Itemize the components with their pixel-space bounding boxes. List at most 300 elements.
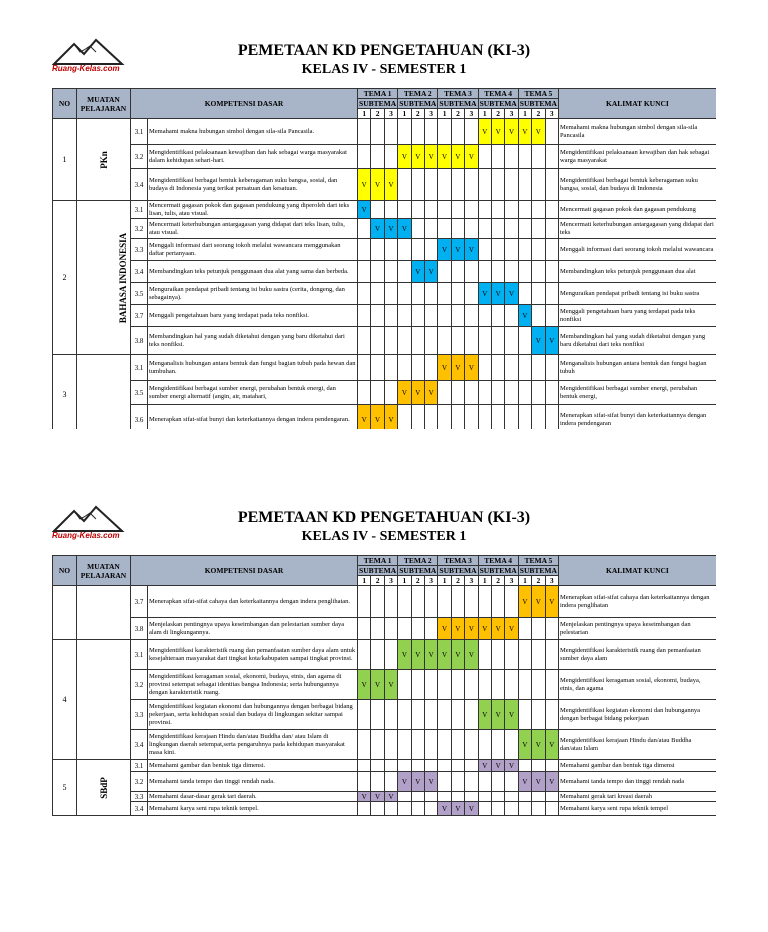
kd-description: Membandingkan hal yang sudah diketahui dengan yang baru diketahui dari teks nonfiksi. [148, 327, 358, 355]
mark-cell-checked: V [465, 618, 478, 640]
mark-cell [545, 239, 558, 261]
mark-cell [478, 201, 491, 219]
kd-number: 3.2 [131, 772, 148, 792]
mark-cell [398, 283, 411, 305]
mark-cell [384, 618, 397, 640]
mark-cell-checked: V [465, 355, 478, 381]
kalimat-kunci: Mengidentifikasi berbagai bentuk keberagaman suku bangsa, sosial, dan budaya di Indonesia [558, 169, 716, 201]
mark-cell [451, 327, 464, 355]
header-kalimat-kunci: KALIMAT KUNCI [558, 89, 716, 119]
mark-cell [545, 355, 558, 381]
header-subtema: SUBTEMA [479, 566, 517, 575]
kd-description: Mengidentifikasi pelaksanaan kewajiban dan hak sebagai warga masyarakat dalam kehidupan sehari-hari. [148, 145, 358, 169]
mark-cell-checked: V [491, 700, 504, 730]
kd-row [53, 219, 717, 239]
mark-cell [358, 586, 371, 618]
mark-cell-checked: V [451, 618, 464, 640]
mark-cell-checked: V [545, 327, 558, 355]
kd-description: Mengidentifikasi karakteristik ruang dan pemanfaatan sumber daya alam untuk kesejahteraan masyarakat dari tingkat kota/kabupaten sampai tingkat provinsi. [148, 640, 358, 670]
mark-cell [438, 283, 451, 305]
mark-cell [545, 405, 558, 430]
mark-cell-checked: V [518, 119, 531, 145]
kalimat-kunci: Mengidentifikasi keragaman sosial, ekonomi, budaya, etnis, dan agama [558, 670, 716, 700]
mark-cell [411, 700, 424, 730]
mark-cell [438, 670, 451, 700]
mark-cell-checked: V [532, 327, 545, 355]
subject-cell [77, 119, 131, 201]
mark-cell [545, 700, 558, 730]
mark-cell [545, 760, 558, 772]
mark-cell [451, 700, 464, 730]
mark-cell [478, 670, 491, 700]
header-tema-5: TEMA 5 [518, 556, 558, 566]
mark-cell [358, 381, 371, 405]
mark-cell [424, 119, 437, 145]
mark-cell-checked: V [491, 618, 504, 640]
header-muatan: MUATAN PELAJARAN [77, 556, 131, 586]
mark-cell-checked: V [505, 760, 518, 772]
header-subtema: SUBTEMA [439, 566, 477, 575]
mark-cell [358, 700, 371, 730]
header-subtema-num: 2 [411, 576, 424, 586]
mark-cell [398, 201, 411, 219]
mark-cell [465, 700, 478, 730]
mark-cell [411, 201, 424, 219]
mark-cell [465, 283, 478, 305]
kd-description: Mengidentifikasi keragaman sosial, ekonomi, budaya, etnis, dan agama di provinsi setempat sebagai identitas bangsa Indonesia; serta hubungannya dengan karakteristik ruang. [148, 670, 358, 700]
mark-cell [384, 119, 397, 145]
mark-cell-checked: V [384, 405, 397, 430]
mark-cell [384, 802, 397, 816]
mark-cell [438, 700, 451, 730]
mark-cell [398, 730, 411, 760]
mark-cell [518, 802, 531, 816]
kd-number: 3.4 [131, 802, 148, 816]
mark-cell [532, 283, 545, 305]
mark-cell [358, 219, 371, 239]
mark-cell [451, 169, 464, 201]
kd-description: Memahami dasar-dasar gerak tari daerah. [148, 792, 358, 802]
kd-row [53, 119, 717, 145]
mark-cell [532, 355, 545, 381]
subject-cell [77, 355, 131, 430]
mark-cell [438, 760, 451, 772]
mark-cell [545, 261, 558, 283]
mark-cell [384, 381, 397, 405]
mark-cell [358, 261, 371, 283]
mark-cell [398, 327, 411, 355]
kd-row [53, 792, 717, 802]
row-number: 1 [53, 119, 77, 201]
mark-cell-checked: V [411, 772, 424, 792]
mark-cell [505, 201, 518, 219]
kd-row [53, 772, 717, 792]
mark-cell [478, 405, 491, 430]
subject-label: SBdP [98, 776, 109, 799]
kalimat-kunci: Memahami karya seni rupa teknik tempel [558, 802, 716, 816]
kd-row [53, 802, 717, 816]
mark-cell [545, 640, 558, 670]
row-number: 2 [53, 201, 77, 355]
header-tema-3: TEMA 3 [438, 89, 478, 99]
mark-cell [545, 169, 558, 201]
kd-number: 3.8 [131, 327, 148, 355]
mark-cell-checked: V [532, 586, 545, 618]
page-2 [52, 505, 716, 865]
mark-cell-checked: V [451, 239, 464, 261]
kd-description: Mencermati keterhubungan antargagasan yang didapat dari teks lisan, tulis, atau visual. [148, 219, 358, 239]
header-tema-4: TEMA 4 [478, 89, 518, 99]
kalimat-kunci: Mencermati keterhubungan antargagasan yang didapat dari teks [558, 219, 716, 239]
mark-cell [411, 405, 424, 430]
header-subtema: SUBTEMA [399, 566, 437, 575]
header-subtema-num: 2 [491, 109, 504, 119]
subject-cell [77, 586, 131, 640]
mark-cell [545, 283, 558, 305]
mark-cell [478, 145, 491, 169]
header-kd: KOMPETENSI DASAR [131, 556, 358, 586]
header-subtema-num: 2 [411, 109, 424, 119]
mark-cell-checked: V [438, 145, 451, 169]
mark-cell [371, 305, 384, 327]
mark-cell [532, 792, 545, 802]
kd-row [53, 730, 717, 760]
mark-cell [438, 792, 451, 802]
kd-description: Membandingkan teks petunjuk penggunaan dua alat yang sama dan berbeda. [148, 261, 358, 283]
mark-cell [424, 670, 437, 700]
mark-cell [438, 201, 451, 219]
kalimat-kunci: Mengidentifikasi pelaksanaan kewajiban dan hak sebagai warga masyarakat [558, 145, 716, 169]
mark-cell [532, 381, 545, 405]
mark-cell [465, 201, 478, 219]
mark-cell [505, 792, 518, 802]
mark-cell [411, 169, 424, 201]
mark-cell [358, 640, 371, 670]
mark-cell-checked: V [451, 802, 464, 816]
mark-cell [505, 802, 518, 816]
mark-cell [398, 305, 411, 327]
kd-description: Menjelaskan pentingnya upaya keseimbangan dan pelestarian sumber daya alam di lingkungannya. [148, 618, 358, 640]
mark-cell-checked: V [465, 640, 478, 670]
mark-cell [465, 760, 478, 772]
mark-cell-checked: V [398, 640, 411, 670]
mark-cell [424, 201, 437, 219]
mark-cell [411, 327, 424, 355]
kd-description: Memahami gambar dan bentuk tiga dimensi. [148, 760, 358, 772]
table-clip-2 [52, 555, 716, 855]
kalimat-kunci: Menganalisis hubungan antara bentuk dan fungsi bagian tubuh [558, 355, 716, 381]
mark-cell [411, 355, 424, 381]
mark-cell [438, 327, 451, 355]
mark-cell [505, 670, 518, 700]
mark-cell [478, 355, 491, 381]
mark-cell [545, 201, 558, 219]
header-tema-4: TEMA 4 [478, 556, 518, 566]
subject-cell [77, 201, 131, 355]
kd-description: Menguraikan pendapat pribadi tentang isi buku sastra (cerita, dongeng, dan sebagainya). [148, 283, 358, 305]
header-subtema-num: 3 [505, 109, 518, 119]
kd-number: 3.7 [131, 586, 148, 618]
header-subtema-num: 2 [532, 576, 545, 586]
kd-row [53, 670, 717, 700]
mark-cell [491, 201, 504, 219]
header-kd: KOMPETENSI DASAR [131, 89, 358, 119]
header-tema-2: TEMA 2 [398, 556, 438, 566]
subject-cell [77, 640, 131, 760]
kalimat-kunci: Menjelaskan pentingnya upaya keseimbangan dan pelestarian [558, 618, 716, 640]
kalimat-kunci: Memahami gambar dan bentuk tiga dimensi [558, 760, 716, 772]
mark-cell-checked: V [438, 618, 451, 640]
kd-number: 3.1 [131, 355, 148, 381]
mark-cell [358, 239, 371, 261]
kd-row [53, 305, 717, 327]
mark-cell [505, 355, 518, 381]
mark-cell-checked: V [438, 239, 451, 261]
header-subtema-num: 1 [398, 109, 411, 119]
mark-cell [478, 327, 491, 355]
kd-description: Mengidentifikasi berbagai sumber energi, perubahan bentuk energi, dan sumber energi alternatif (angin, air, matahari, [148, 381, 358, 405]
mark-cell [411, 670, 424, 700]
mark-cell [545, 381, 558, 405]
mark-cell [478, 586, 491, 618]
mark-cell-checked: V [398, 219, 411, 239]
mark-cell [518, 405, 531, 430]
mark-cell [518, 640, 531, 670]
kd-number: 3.1 [131, 760, 148, 772]
mark-cell-checked: V [358, 201, 371, 219]
mark-cell [384, 700, 397, 730]
header-subtema-num: 2 [451, 576, 464, 586]
mark-cell [465, 381, 478, 405]
mark-cell-checked: V [398, 381, 411, 405]
header-subtema: SUBTEMA [519, 566, 557, 575]
mark-cell-checked: V [478, 618, 491, 640]
mark-cell [478, 169, 491, 201]
mark-cell [545, 305, 558, 327]
mark-cell [491, 802, 504, 816]
mark-cell [371, 239, 384, 261]
mark-cell [358, 305, 371, 327]
mark-cell [505, 219, 518, 239]
header-tema-3: TEMA 3 [438, 556, 478, 566]
mark-cell [518, 283, 531, 305]
mark-cell [518, 670, 531, 700]
mark-cell [478, 305, 491, 327]
mark-cell [424, 355, 437, 381]
mark-cell [411, 119, 424, 145]
mark-cell-checked: V [398, 145, 411, 169]
mark-cell [451, 772, 464, 792]
mark-cell [438, 305, 451, 327]
mark-cell [438, 381, 451, 405]
kd-row [53, 145, 717, 169]
mark-cell [465, 772, 478, 792]
mark-cell [451, 586, 464, 618]
mark-cell-checked: V [358, 792, 371, 802]
kalimat-kunci: Mengidentifikasi kegiatan ekonomi dan hubungannya dengan berbagai bidang pekerjaan [558, 700, 716, 730]
header-subtema-num: 1 [358, 109, 371, 119]
mark-cell [371, 145, 384, 169]
kd-table-page-1 [52, 88, 716, 429]
kd-description: Menggali pengetahuan baru yang terdapat pada teks nonfiksi. [148, 305, 358, 327]
kd-number: 3.1 [131, 119, 148, 145]
kd-row [53, 283, 717, 305]
mark-cell [384, 355, 397, 381]
mark-cell-checked: V [545, 586, 558, 618]
kd-number: 3.4 [131, 261, 148, 283]
mark-cell [371, 586, 384, 618]
mark-cell [411, 618, 424, 640]
mark-cell-checked: V [518, 772, 531, 792]
kd-description: Mengidentifikasi kegiatan ekonomi dan hubungannya dengan berbagai bidang pekerjaan, serta kehidupan sosial dan budaya di lingkungan sekitar sampai provinsi. [148, 700, 358, 730]
header-subtema-num: 2 [371, 576, 384, 586]
kd-row [53, 201, 717, 219]
mark-cell [424, 586, 437, 618]
mark-cell [465, 119, 478, 145]
mark-cell [438, 119, 451, 145]
page-title: PEMETAAN KD PENGETAHUAN (KI-3) [237, 42, 531, 59]
mark-cell [384, 239, 397, 261]
mark-cell [532, 405, 545, 430]
mark-cell [532, 145, 545, 169]
mark-cell [411, 792, 424, 802]
row-number: 3 [53, 355, 77, 430]
header-subtema-num: 1 [478, 109, 491, 119]
kd-number: 3.3 [131, 792, 148, 802]
mark-cell [491, 239, 504, 261]
header-subtema-num: 1 [438, 109, 451, 119]
kd-description: Memahami makna hubungan simbol dengan sila-sila Pancasila. [148, 119, 358, 145]
mark-cell [491, 305, 504, 327]
kd-description: Mencermati gagasan pokok dan gagasan pendukung yang diperoleh dari teks lisan, tulis, atau visual. [148, 201, 358, 219]
kd-row [53, 618, 717, 640]
mark-cell [532, 670, 545, 700]
mark-cell [358, 119, 371, 145]
mark-cell [518, 700, 531, 730]
mark-cell [518, 239, 531, 261]
mark-cell [505, 405, 518, 430]
kd-row [53, 239, 717, 261]
mark-cell [532, 760, 545, 772]
header-subtema-num: 3 [384, 576, 397, 586]
mark-cell-checked: V [491, 283, 504, 305]
kalimat-kunci: Memahami tanda tempo dan tinggi rendah nada [558, 772, 716, 792]
mark-cell [424, 219, 437, 239]
kd-number: 3.2 [131, 145, 148, 169]
mark-cell-checked: V [424, 261, 437, 283]
mark-cell [491, 219, 504, 239]
kalimat-kunci: Membandingkan teks petunjuk penggunaan dua alat [558, 261, 716, 283]
mark-cell [478, 802, 491, 816]
mark-cell [371, 201, 384, 219]
kd-number: 3.8 [131, 618, 148, 640]
header-subtema-num: 3 [424, 109, 437, 119]
kd-description: Memahami karya seni rupa teknik tempel. [148, 802, 358, 816]
mark-cell-checked: V [371, 792, 384, 802]
mark-cell-checked: V [478, 119, 491, 145]
header-kalimat-kunci: KALIMAT KUNCI [558, 556, 716, 586]
mark-cell [424, 327, 437, 355]
mark-cell [518, 327, 531, 355]
mark-cell-checked: V [424, 381, 437, 405]
mark-cell [371, 640, 384, 670]
kalimat-kunci: Menerapkan sifat-sifat bunyi dan keterkaitannya dengan indera pendengaran [558, 405, 716, 430]
header-tema-1: TEMA 1 [358, 89, 398, 99]
mark-cell [424, 700, 437, 730]
kalimat-kunci: Mencermati gagasan pokok dan gagasan pendukung [558, 201, 716, 219]
mark-cell [491, 327, 504, 355]
mark-cell [491, 261, 504, 283]
mark-cell [371, 283, 384, 305]
mark-cell-checked: V [545, 730, 558, 760]
mark-cell [424, 618, 437, 640]
header-subtema-num: 1 [358, 576, 371, 586]
mark-cell [398, 239, 411, 261]
mark-cell [491, 381, 504, 405]
mark-cell-checked: V [371, 169, 384, 201]
mark-cell [451, 219, 464, 239]
mark-cell-checked: V [491, 119, 504, 145]
mark-cell-checked: V [465, 145, 478, 169]
kd-description: Mengidentifikasi kerajaan Hindu dan/atau Buddha dan/ atau Islam di lingkungan daerah setempat,serta pengaruhnya pada kehidupan masyarakat masa kini. [148, 730, 358, 760]
header-muatan: MUATAN PELAJARAN [77, 89, 131, 119]
mark-cell [371, 119, 384, 145]
mark-cell [358, 802, 371, 816]
mark-cell [438, 169, 451, 201]
header-subtema: SUBTEMA [479, 99, 517, 108]
mark-cell [451, 201, 464, 219]
kd-row [53, 381, 717, 405]
mark-cell-checked: V [371, 219, 384, 239]
mark-cell [505, 381, 518, 405]
mark-cell [491, 586, 504, 618]
mark-cell [398, 261, 411, 283]
kd-number: 3.5 [131, 381, 148, 405]
mark-cell [398, 586, 411, 618]
mark-cell [518, 219, 531, 239]
page-subtitle: KELAS IV - SEMESTER 1 [301, 529, 467, 544]
header-subtema-num: 1 [398, 576, 411, 586]
mark-cell-checked: V [411, 261, 424, 283]
kalimat-kunci: Memahami makna hubungan simbol dengan sila-sila Pancasila [558, 119, 716, 145]
mark-cell [451, 305, 464, 327]
mark-cell [451, 670, 464, 700]
header-subtema-num: 2 [532, 109, 545, 119]
mark-cell [411, 219, 424, 239]
mark-cell [371, 327, 384, 355]
header-no: NO [53, 556, 77, 586]
kd-table-page-2 [52, 555, 716, 816]
mark-cell-checked: V [505, 283, 518, 305]
mark-cell [398, 618, 411, 640]
mark-cell [518, 201, 531, 219]
mark-cell-checked: V [384, 670, 397, 700]
mark-cell [384, 305, 397, 327]
mark-cell [424, 305, 437, 327]
mark-cell [518, 760, 531, 772]
logo-text: Ruang-Kelas.com [52, 64, 120, 73]
mark-cell [424, 283, 437, 305]
mark-cell [371, 618, 384, 640]
mark-cell [384, 201, 397, 219]
mark-cell [465, 169, 478, 201]
mark-cell [505, 327, 518, 355]
mark-cell-checked: V [532, 119, 545, 145]
kd-number: 3.5 [131, 283, 148, 305]
mark-cell [478, 261, 491, 283]
mark-cell [545, 145, 558, 169]
mark-cell [491, 730, 504, 760]
